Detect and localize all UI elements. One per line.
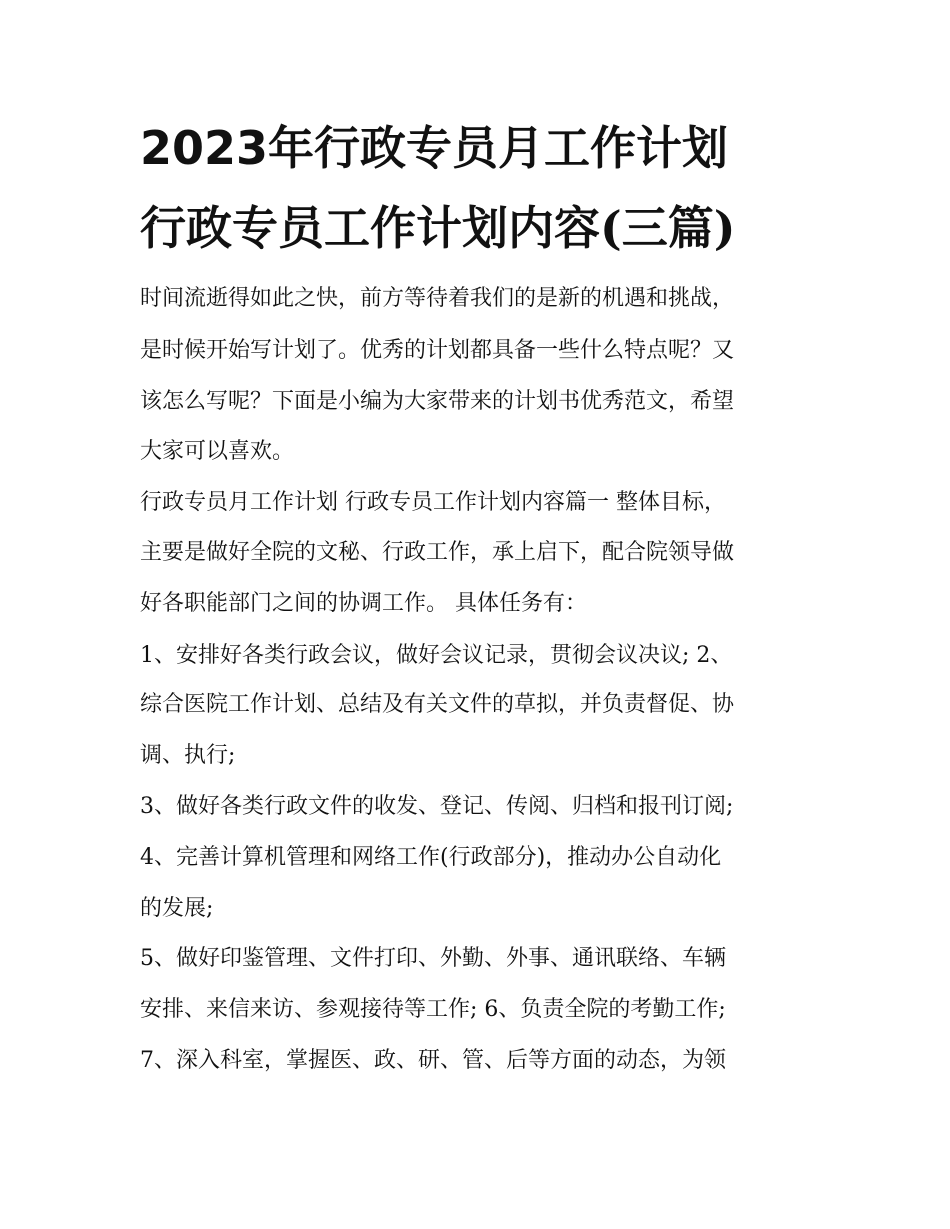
title-text: 年行政专员月工作计划 (268, 121, 729, 175)
body-line: 综合医院工作计划、总结及有关文件的草拟，并负责督促、协 (140, 692, 735, 717)
body-line: 调、执行; (140, 743, 236, 768)
body-line: 安排、来信来访、参观接待等工作; 6、负责全院的考勤工作; (140, 997, 726, 1022)
document-title-line-1 (140, 119, 830, 177)
body-line: 好各职能部门之间的协调工作。 具体任务有： (140, 591, 587, 616)
body-line: 时间流逝得如此之快，前方等待着我们的是新的机遇和挑战， (140, 286, 735, 311)
body-line: 行政专员月工作计划 行政专员工作计划内容篇一 整体目标， (140, 490, 726, 515)
body-line: 5、做好印鉴管理、文件打印、外勤、外事、通讯联络、车辆 (140, 946, 726, 971)
body-line: 大家可以喜欢。 (140, 439, 295, 464)
document-title-line-2: 行政专员工作计划内容(三篇) (140, 201, 736, 255)
body-line: 主要是做好全院的文秘、行政工作，承上启下，配合院领导做 (140, 540, 735, 565)
body-line: 1、安排好各类行政会议，做好会议记录，贯彻会议决议; 2、 (140, 643, 733, 668)
body-line: 是时候开始写计划了。优秀的计划都具备一些什么特点呢？又 (140, 338, 735, 363)
body-line: 该怎么写呢？下面是小编为大家带来的计划书优秀范文，希望 (140, 389, 735, 414)
body-line: 的发展; (140, 896, 214, 921)
title-year: 2023 (140, 121, 269, 175)
body-line: 4、完善计算机管理和网络工作(行政部分)，推动办公自动化 (140, 845, 722, 870)
body-line: 3、做好各类行政文件的收发、登记、传阅、归档和报刊订阅; (140, 794, 734, 819)
body-line: 7、深入科室，掌握医、政、研、管、后等方面的动态，为领 (140, 1048, 726, 1073)
